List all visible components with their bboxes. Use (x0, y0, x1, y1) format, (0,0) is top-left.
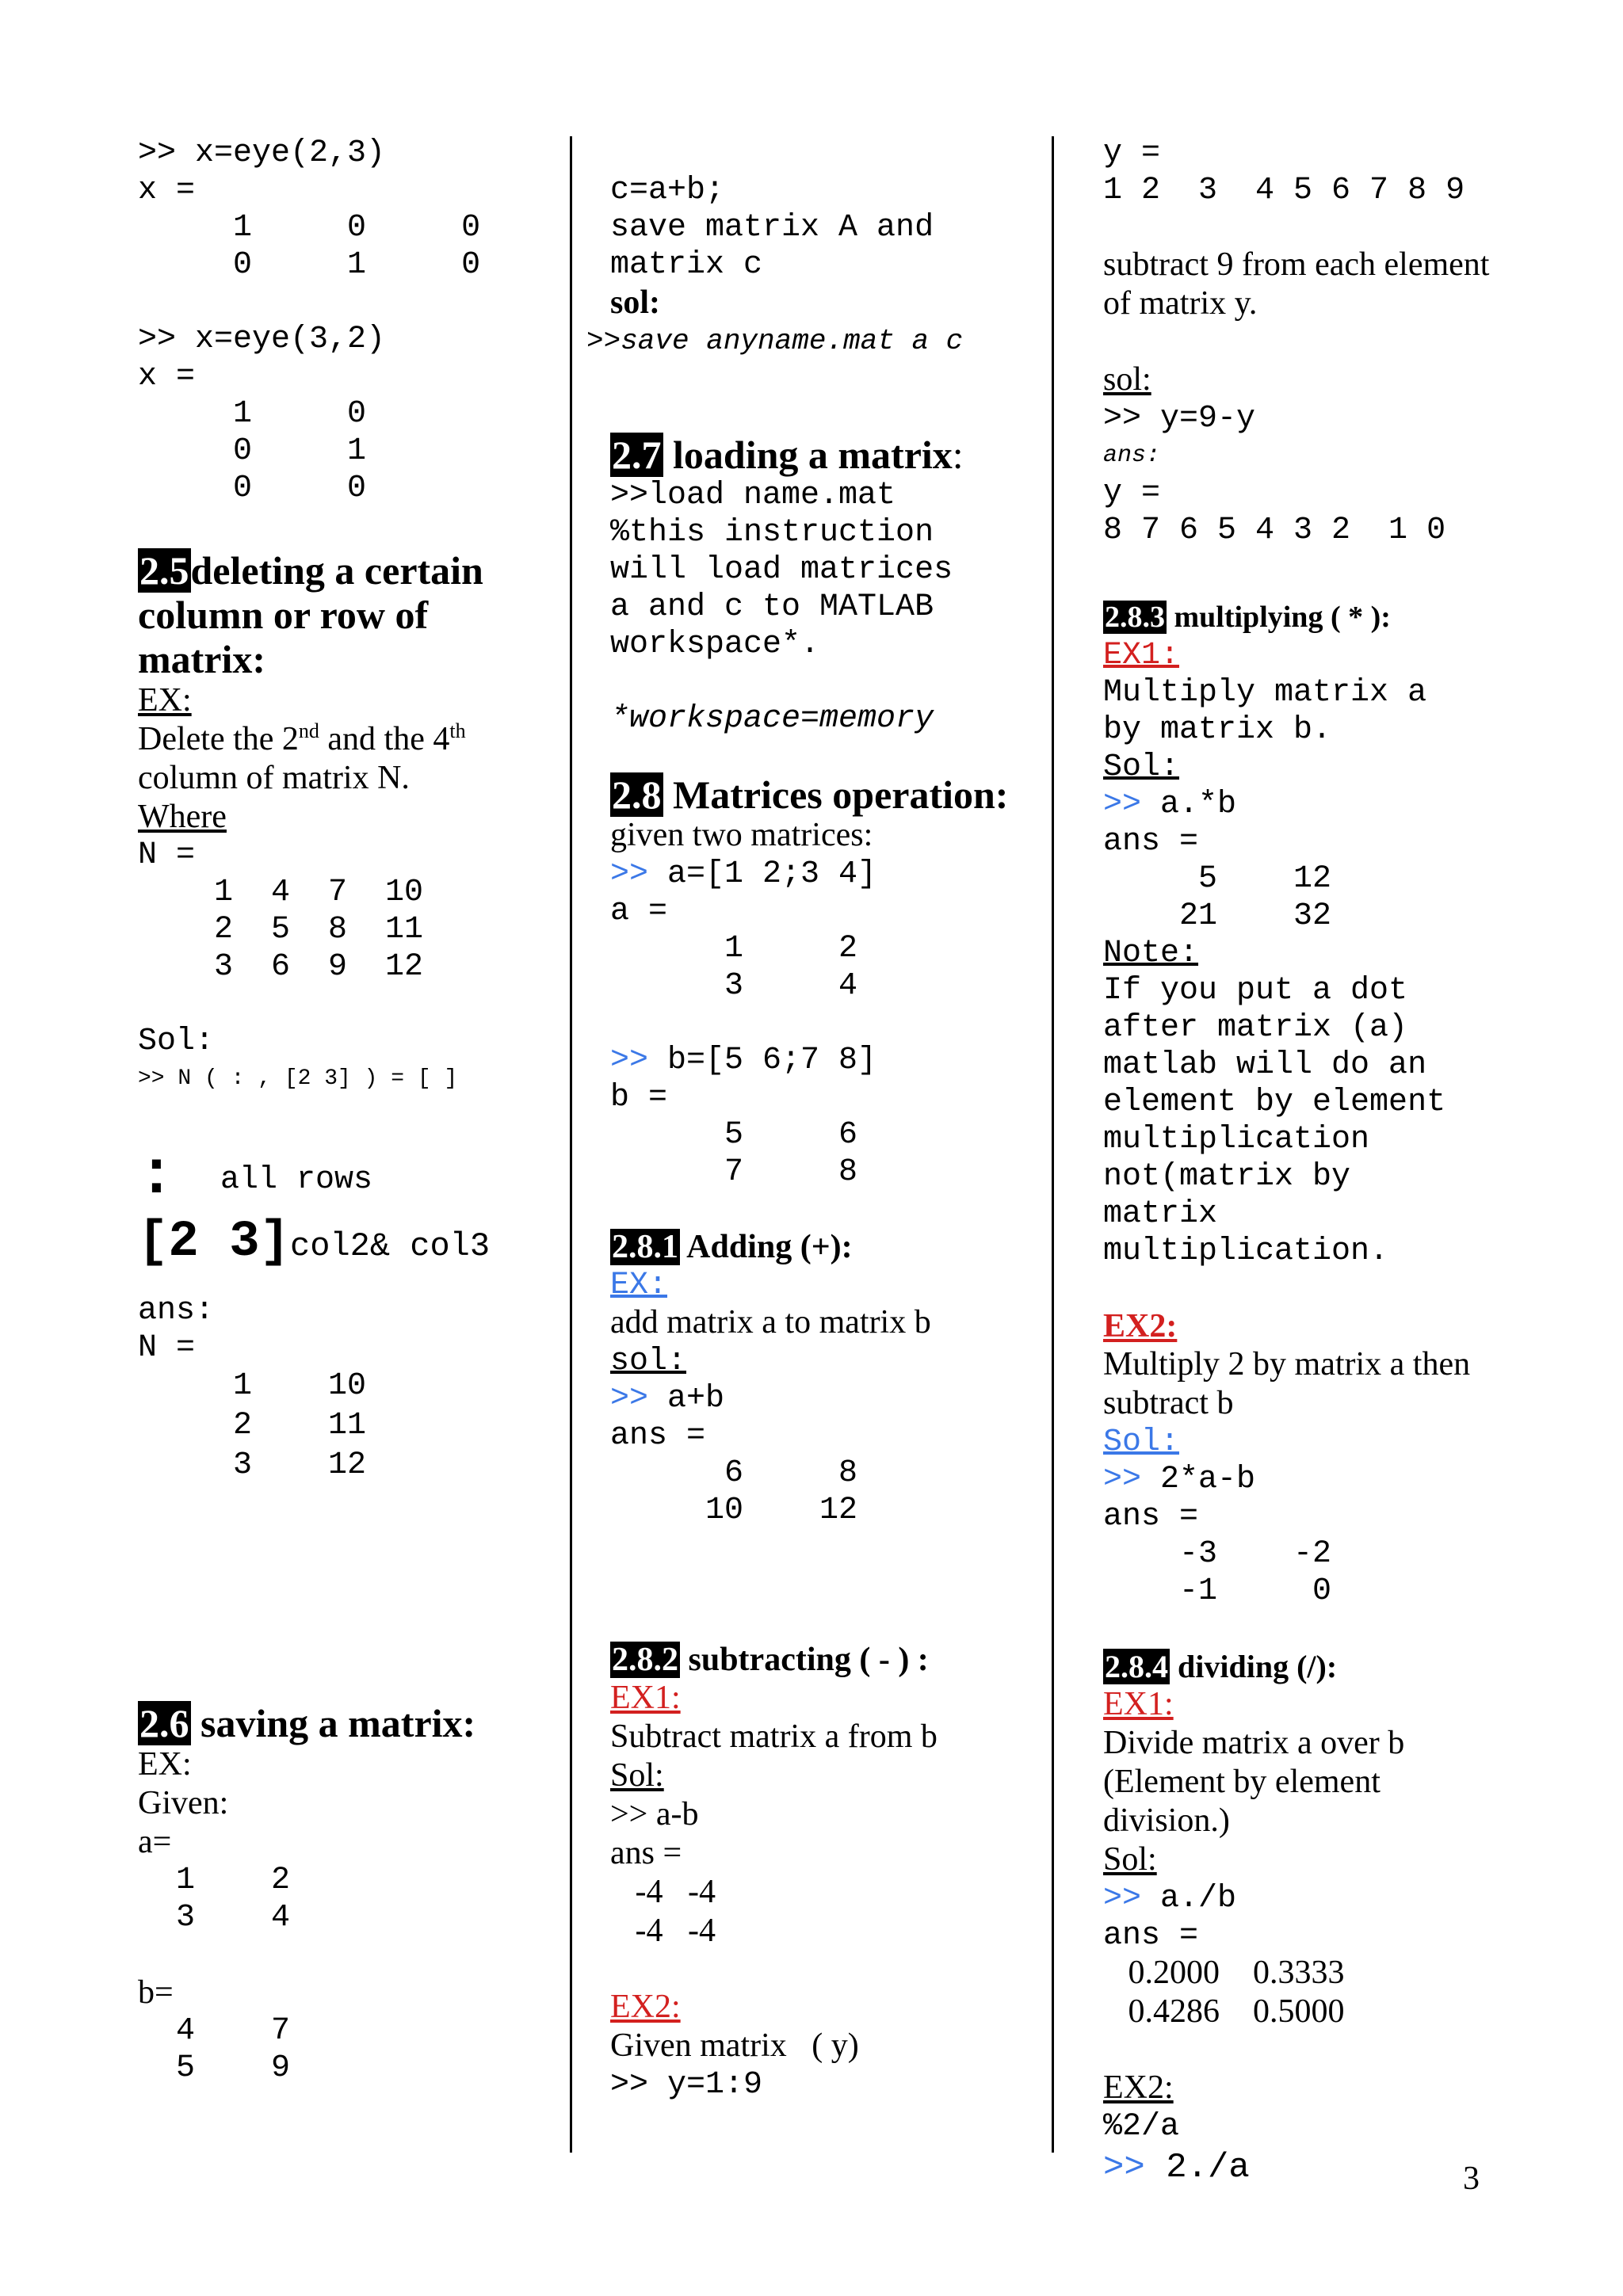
text-line: b= (138, 1974, 174, 2011)
matrix-line: 2 5 8 11 (138, 912, 424, 948)
ex1-label: EX1: (1103, 1686, 1174, 1722)
note-line: multiplication (1103, 1122, 1370, 1158)
sol-label: sol: (610, 284, 660, 321)
code-line: %2/a (1103, 2109, 1180, 2145)
ex2-label: EX2: (610, 1989, 681, 2025)
code-line: >> x=eye(3,2) (138, 322, 386, 357)
code-line: 2 11 (138, 1408, 367, 1444)
code-line: a and c to MATLAB (610, 589, 934, 625)
sub-text: Subtract matrix a from b (610, 1718, 938, 1755)
code-line: 10 12 (610, 1493, 858, 1528)
code-line: 0 1 0 (138, 247, 481, 283)
colon-note: : all rows (138, 1142, 373, 1211)
div-output: 0.2000 0.3333 (1103, 1955, 1345, 1991)
section-heading-2-8-3: 2.8.3 multiplying ( * ): (1105, 601, 1391, 634)
code-line: >> x=eye(2,3) (138, 135, 386, 171)
text-line: subtract b (1103, 1385, 1234, 1421)
sol-label: Sol: (1103, 1425, 1180, 1460)
code-line: %this instruction (610, 515, 934, 551)
text-line: subtract 9 from each element (1103, 246, 1490, 283)
command-line: >> 2*a-b (1103, 1462, 1256, 1497)
ex1-label: EX1: (610, 1680, 681, 1716)
code-line: will load matrices (610, 552, 953, 588)
sub-output: ans = (610, 1835, 682, 1871)
ex1-label: EX1: (1103, 638, 1180, 673)
note-line: element by element (1103, 1085, 1446, 1120)
page-number: 3 (1463, 2161, 1480, 2197)
section-heading-2-6: 2.6 saving a matrix: (139, 1701, 476, 1745)
code-line: matrix c (610, 247, 763, 283)
note-line: If you put a dot (1103, 973, 1408, 1009)
code-line: x = (138, 173, 196, 208)
ans-label: ans: (1103, 442, 1161, 469)
note-line: matrix (1103, 1196, 1218, 1232)
sol-label: sol: (610, 1344, 687, 1379)
code-line: -1 0 (1103, 1573, 1332, 1609)
code-line: y = (1103, 135, 1161, 171)
code-line: >> y=9-y (1103, 401, 1256, 437)
code-line: y = (1103, 475, 1161, 511)
note-line: multiplication. (1103, 1234, 1389, 1269)
code-line: N = (138, 1330, 196, 1366)
code-line: 1 0 0 (138, 210, 481, 246)
text-line: Given: (138, 1785, 229, 1821)
code-line: 3 12 (138, 1447, 367, 1483)
given-y: Given matrix ( y) (610, 2027, 859, 2064)
text-line: Multiply 2 by matrix a then (1103, 1346, 1471, 1383)
command-line: >> 2./a (1103, 2148, 1250, 2187)
text-line: division.) (1103, 1802, 1230, 1839)
section-heading-2-8-4: 2.8.4 dividing (/): (1105, 1649, 1338, 1684)
sol-command: >> N ( : , [2 3] ) = [ ] (138, 1066, 458, 1091)
code-line: 5 6 (610, 1117, 858, 1153)
code-line: ans = (1103, 1918, 1199, 1954)
column-3 (1103, 135, 1515, 2190)
code-line: >>load name.mat (610, 478, 896, 513)
text-line: Divide matrix a over b (1103, 1725, 1405, 1761)
code-line: 0 0 (138, 471, 367, 506)
section-heading-2-7: 2.7 loading a matrix: (612, 433, 964, 477)
column-1 (138, 135, 566, 2087)
code-line: -3 -2 (1103, 1536, 1332, 1572)
command-line: >> b=[5 6;7 8] (610, 1043, 877, 1078)
code-line: 1 0 (138, 396, 367, 432)
section-heading-2-8: 2.8 Matrices operation: (612, 772, 1009, 817)
code-line: 1 10 (138, 1368, 367, 1404)
add-text: add matrix a to matrix b (610, 1304, 931, 1341)
code-line: 8 7 6 5 4 3 2 1 0 (1103, 513, 1446, 548)
text-line: (Element by element (1103, 1764, 1381, 1800)
delete-text-2: column of matrix N. (138, 760, 410, 796)
code-line: 1 2 3 4 5 6 7 8 9 (1103, 173, 1465, 208)
matrix-line: 3 4 (138, 1900, 291, 1936)
text-line: a= (138, 1824, 172, 1860)
code-line: 7 8 (610, 1154, 858, 1190)
given-text: given two matrices: (610, 817, 873, 853)
code-line: workspace*. (610, 627, 820, 662)
where-label: Where (138, 799, 227, 835)
code-line: 0 1 (138, 433, 367, 469)
ex-label: EX: (610, 1268, 668, 1303)
sol-label: Sol: (1103, 1841, 1157, 1878)
text-line: of matrix y. (1103, 285, 1258, 322)
text-line: EX: (138, 1746, 192, 1783)
section-heading-2-8-2: 2.8.2 subtracting ( - ) : (612, 1642, 929, 1678)
bracket-note: [2 3]col2& col3 (138, 1214, 491, 1271)
sub-output: -4 -4 (610, 1874, 716, 1910)
code-line: 6 8 (610, 1455, 858, 1491)
matrix-line: 3 6 9 12 (138, 949, 424, 985)
div-output: 0.4286 0.5000 (1103, 1993, 1345, 2030)
command-line: >> a+b (610, 1381, 725, 1417)
matrix-line: 5 9 (138, 2050, 291, 2086)
code-line: a = (610, 894, 668, 929)
code-line: 21 32 (1103, 898, 1332, 934)
sub-output: -4 -4 (610, 1913, 716, 1949)
code-line: 5 12 (1103, 861, 1332, 897)
code-line: ans: (138, 1293, 215, 1329)
sol-label: Sol: (1103, 749, 1180, 785)
code-line: x = (138, 359, 196, 395)
ex2-label: EX2: (1103, 1308, 1178, 1344)
footnote: *workspace=memory (610, 701, 934, 737)
code-line: save matrix A and (610, 210, 934, 246)
matrix-line: 1 2 (138, 1863, 291, 1898)
sub-command: >> a-b (610, 1796, 699, 1833)
section-number: 2.5 (139, 548, 189, 593)
code-line: by matrix b. (1103, 712, 1332, 748)
code-line: ans = (610, 1418, 706, 1454)
code-line: ans = (1103, 1499, 1199, 1535)
note-line: not(matrix by (1103, 1159, 1351, 1195)
column-2 (586, 135, 1038, 2103)
sol-label: Sol: (610, 1757, 664, 1794)
save-command: >>save anyname.mat a c (586, 325, 964, 357)
ex-label: EX: (138, 682, 192, 719)
matrix-line: 1 4 7 10 (138, 875, 424, 910)
note-label: Note: (1103, 936, 1199, 971)
ex2-label: EX2: (1103, 2069, 1174, 2106)
section-heading-2-5: 2.5deleting a certain column or row of matrix: (138, 548, 483, 681)
code-line: b = (610, 1080, 668, 1116)
code-line: Multiply matrix a (1103, 675, 1427, 711)
matrix-line: N = (138, 837, 196, 873)
code-line: >> y=1:9 (610, 2067, 763, 2103)
sol-label: sol: (1103, 361, 1151, 398)
command-line: >> a./b (1103, 1881, 1237, 1917)
colon-symbol: : (138, 1142, 175, 1211)
code-line: c=a+b; (610, 173, 725, 208)
code-line: 3 4 (610, 968, 858, 1004)
column-divider (570, 136, 572, 2153)
delete-text: Delete the 2nd and the 4th (138, 719, 466, 757)
matrix-line: 4 7 (138, 2013, 291, 2049)
column-divider (1052, 136, 1054, 2153)
note-line: matlab will do an (1103, 1047, 1427, 1083)
code-line: ans = (1103, 824, 1199, 860)
note-line: after matrix (a) (1103, 1010, 1408, 1046)
sol-label: Sol: (138, 1024, 215, 1059)
section-heading-2-8-1: 2.8.1 Adding (+): (612, 1229, 853, 1265)
command-line: >> a.*b (1103, 787, 1237, 822)
code-line: 1 2 (610, 931, 858, 967)
command-line: >> a=[1 2;3 4] (610, 856, 877, 892)
